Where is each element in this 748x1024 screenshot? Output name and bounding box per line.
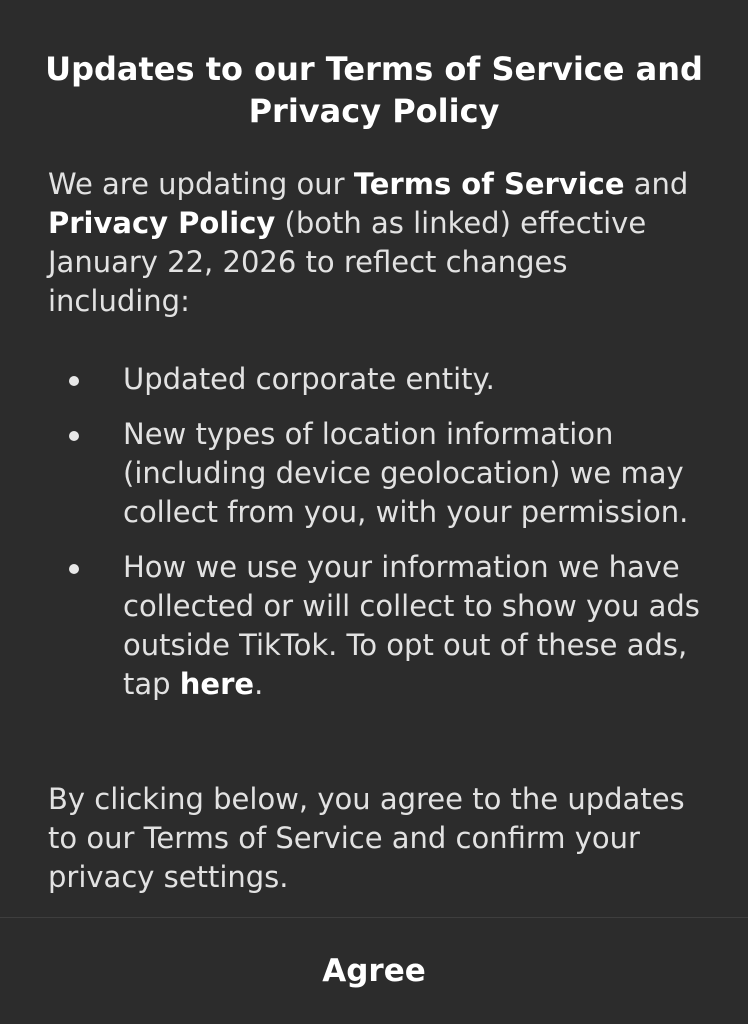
list-item: [0, 548, 748, 704]
list-item: [0, 360, 748, 399]
list-item-suffix: .: [254, 667, 264, 701]
privacy-policy-link[interactable]: Privacy Policy: [48, 206, 276, 240]
intro-text-2: and: [624, 167, 689, 201]
list-item-text: [123, 550, 700, 701]
intro-text-3: (both as linked) effective January 22, 2026 to reflect changes including:: [48, 206, 647, 318]
agree-button[interactable]: Agree: [0, 918, 748, 1024]
intro-text-1: We are updating our: [48, 167, 354, 201]
intro-paragraph: [48, 165, 708, 321]
list-item-text-part: How we use your information we have collected or will collect to show you ads outside TikTok. To opt out of these ads, tap: [123, 550, 700, 701]
bullet-icon: [69, 376, 79, 386]
dialog-title: Updates to our Terms of Service and Privacy Policy: [45, 50, 703, 130]
opt-out-here-link[interactable]: here: [179, 667, 255, 701]
list-item: [0, 415, 748, 532]
agreement-paragraph: By clicking below, you agree to the updates to our Terms of Service and confirm your privacy settings.: [48, 782, 685, 894]
list-item-text: Updated corporate entity.: [123, 362, 495, 396]
bullet-icon: [69, 431, 79, 441]
changes-list: [0, 360, 748, 720]
list-item-text: New types of location information (including device geolocation) we may collect from you, with your permission.: [123, 417, 689, 529]
bullet-icon: [69, 564, 79, 574]
terms-of-service-link[interactable]: Terms of Service: [353, 167, 625, 201]
